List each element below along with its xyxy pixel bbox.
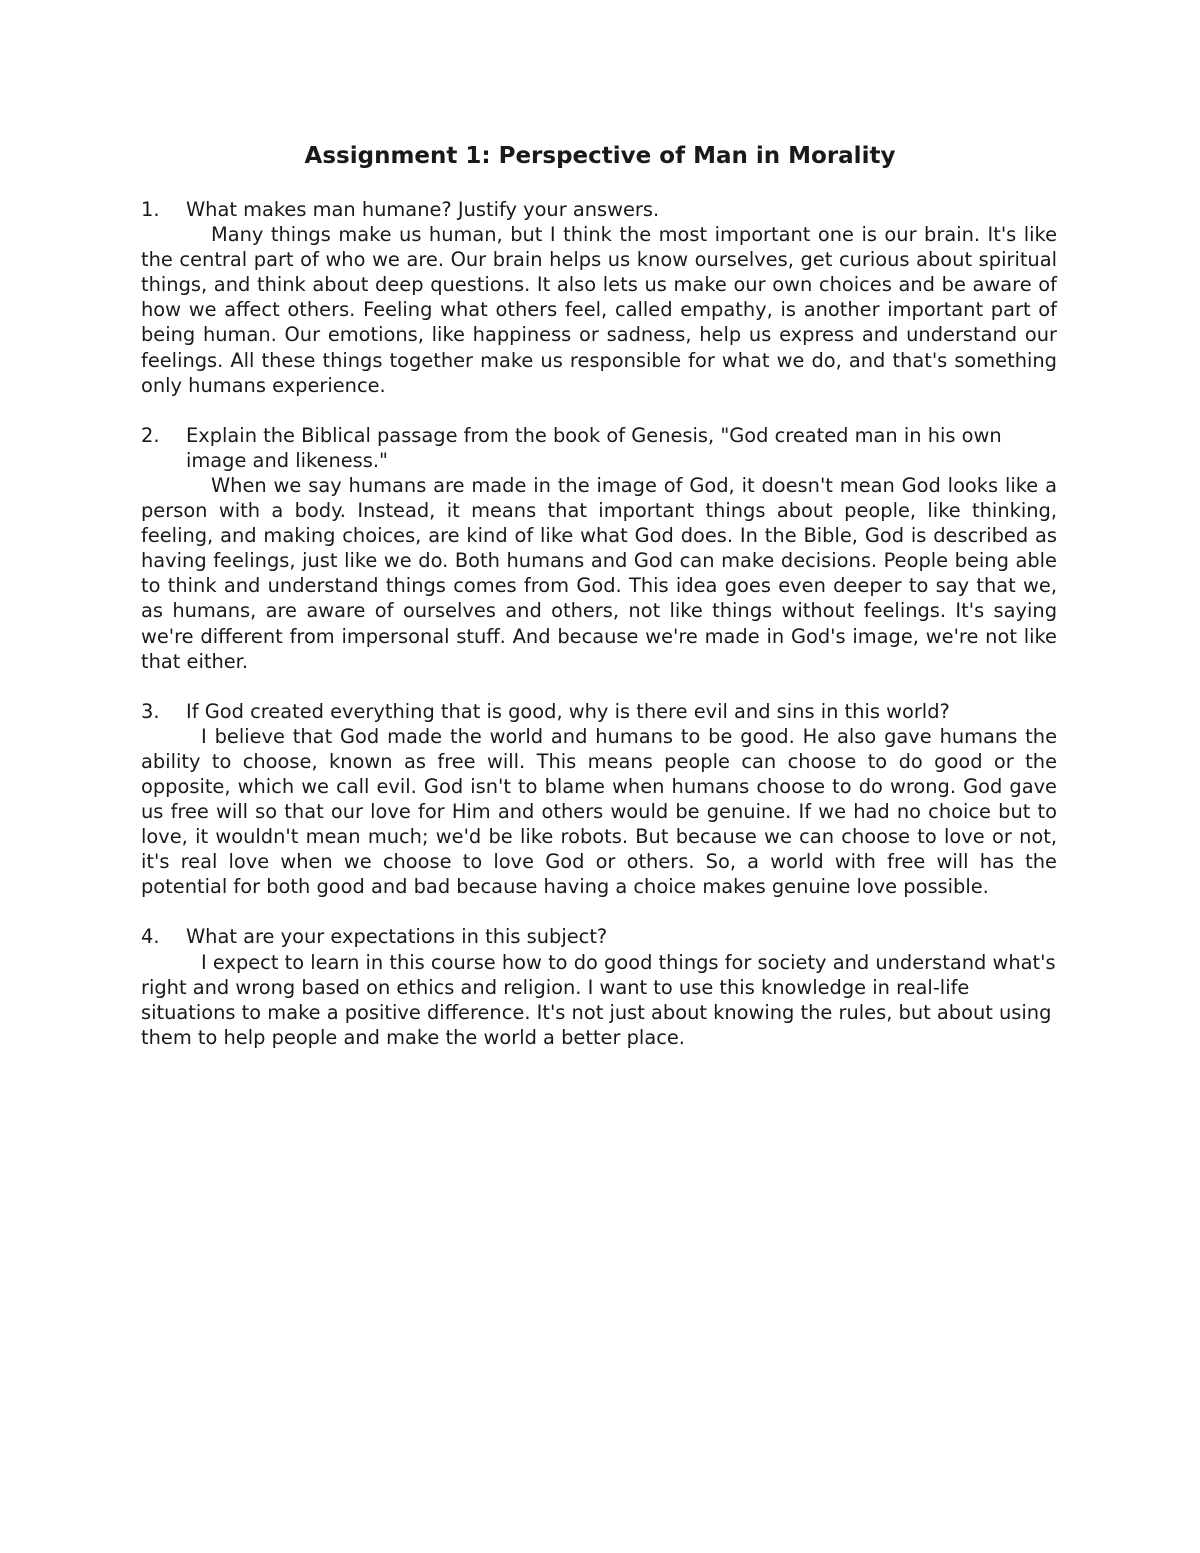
question-number: 1. <box>141 198 160 221</box>
answer-4: I expect to learn in this course how to do good things for society and understand what's right and wrong based on ethics and religion. I want to use this knowledge in real-life situations to make a positive difference. It's not just about knowing the rules, but about using them to help people and make the world a better place. <box>141 950 1056 1049</box>
question-text: What makes man humane? Justify your answers. <box>186 198 660 221</box>
assignment-content <box>141 197 1057 1075</box>
answer-3: I believe that God made the world and humans to be good. He also gave humans the ability to choose, known as free will. This means people can choose to do good or the opposite, which we call evil. God isn't to blame when humans choose to do wrong. God gave us free will so that our love for Him and others would be genuine. If we had no choice but to love, it wouldn't mean much; we'd be like robots. But because we can choose to love or not, it's real love when we choose to love God or others. So, a world with free will has the potential for both good and bad because having a choice makes genuine love possible. <box>141 724 1057 899</box>
page-title: Assignment 1: Perspective of Man in Morality <box>304 143 896 169</box>
question-block-1 <box>141 197 1057 398</box>
question-block-4 <box>141 924 1057 1049</box>
question-number: 4. <box>141 925 160 949</box>
question-number: 3. <box>141 699 160 723</box>
answer-1: Many things make us human, but I think the most important one is our brain. It's like the central part of who we are. Our brain helps us know ourselves, get curious about spiritual things, and think about deep questions. It also lets us make our own choices and be aware of how we affect others. Feeling what others feel, called empathy, is another important part of being human. Our emotions, like happiness or sadness, help us express and understand our feelings. All these things together make us responsible for what we do, and that's something only humans experience. <box>141 223 1057 397</box>
question-number: 2. <box>141 423 160 447</box>
question-1 <box>141 197 1057 222</box>
question-text: If God created everything that is good, why is there evil and sins in this world? <box>186 699 950 723</box>
question-3 <box>141 699 1057 724</box>
question-text: What are your expectations in this subject? <box>186 925 608 949</box>
question-text: Explain the Biblical passage from the book of Genesis, "God created man in his own image and likeness." <box>186 423 1002 472</box>
question-2 <box>141 423 1057 473</box>
question-block-2 <box>141 423 1057 674</box>
question-4 <box>141 924 1057 949</box>
question-block-3 <box>141 699 1057 900</box>
answer-2: When we say humans are made in the image of God, it doesn't mean God looks like a person with a body. Instead, it means that important things about people, like thinking, feeling, and making choices, are kind of like what God does. In the Bible, God is described as having feelings, just like we do. Both humans and God can make decisions. People being able to think and understand things comes from God. This idea goes even deeper to say that we, as humans, are aware of ourselves and others, not like things without feelings. It's saying we're different from impersonal stuff. And because we're made in God's image, we're not like that either. <box>141 473 1057 673</box>
